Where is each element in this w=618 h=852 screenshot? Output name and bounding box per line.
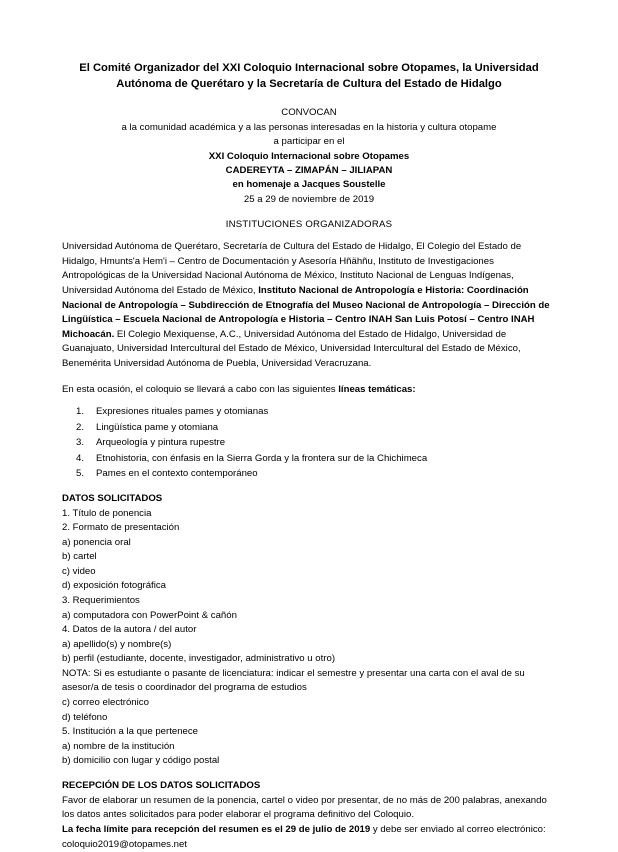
data-requested-line: a) nombre de la institución bbox=[62, 740, 175, 752]
invitation-line: a la comunidad académica y a las personas interesadas en la historia y cultura otopame bbox=[121, 121, 497, 133]
data-requested-line: b) cartel bbox=[62, 551, 97, 563]
bold-run: La fecha límite para recepción del resumen es el 29 de julio de 2019 bbox=[62, 823, 371, 835]
data-requested-line: NOTA: Si es estudiante o pasante de licenciatura: indicar el semestre y presentar una carta con el aval de su asesor/a de tesis o coordinador del programa de estudios bbox=[62, 667, 525, 694]
event-dates: 25 a 29 de noviembre de 2019 bbox=[243, 193, 375, 205]
list-item-number: 3. bbox=[76, 437, 85, 449]
text-run: y debe ser enviado al correo electrónico: coloquio2019@otopames.net bbox=[62, 823, 546, 850]
bold-run: líneas temáticas: bbox=[338, 384, 416, 396]
data-requested-line: a) ponencia oral bbox=[62, 536, 131, 548]
list-item-number: 1. bbox=[76, 405, 85, 417]
institutions-paragraph bbox=[62, 240, 556, 371]
data-requested-line: a) computadora con PowerPoint & cañón bbox=[62, 609, 237, 621]
data-requested-line: b) domicilio con lugar y código postal bbox=[62, 755, 220, 767]
bold-run: Instituto Nacional de Antropología e Historia: Coordinación Nacional de Antropología – Subdirección de Etnografía del Museo Nacional de Antropología – Dirección de Lingüística – Escuela Nacional de Antropología e Historia – Centro INAH San Luis Potosí – Centro INAH Michoacán. bbox=[62, 284, 550, 340]
list-item bbox=[62, 435, 556, 451]
data-requested-line: b) perfil (estudiante, docente, investigador, administrativo u otro) bbox=[62, 653, 336, 665]
data-requested-line: 3. Requerimientos bbox=[62, 594, 140, 606]
list-item-number: 4. bbox=[76, 452, 85, 464]
event-name: XXI Coloquio Internacional sobre Otopames bbox=[208, 150, 410, 162]
page-title: El Comité Organizador del XXI Coloquio Internacional sobre Otopames, la Universidad Autónoma de Querétaro y la Secretaría de Cultura del Estado de Hidalgo bbox=[79, 62, 539, 91]
data-requested-lines bbox=[62, 507, 556, 769]
data-requested-line: 4. Datos de la autora / del autor bbox=[62, 624, 197, 636]
reception-heading: RECEPCIÓN DE LOS DATOS SOLICITADOS bbox=[62, 779, 261, 791]
data-requested-line: a) apellido(s) y nombre(s) bbox=[62, 638, 172, 650]
themes-intro bbox=[62, 383, 556, 398]
list-item-label: Etnohistoria, con énfasis en la Sierra Gorda y la frontera sur de la Chichimeca bbox=[96, 452, 428, 464]
data-requested-line: c) correo electrónico bbox=[62, 697, 149, 709]
data-requested-line: d) teléfono bbox=[62, 711, 108, 723]
data-requested-line: 1. Título de ponencia bbox=[62, 507, 152, 519]
text-run: En esta ocasión, el coloquio se llevará a cabo con las siguientes bbox=[62, 384, 339, 396]
data-requested-line: d) exposición fotográfica bbox=[62, 580, 166, 592]
list-item-number: 5. bbox=[76, 468, 85, 480]
themes-list bbox=[62, 404, 556, 482]
reception-paragraph: Favor de elaborar un resumen de la ponencia, cartel o video por presentar, de no más de 200 palabras, anexando los datos antes solicitados para poder elaborar el programa definitivo del Coloquio. bbox=[62, 794, 547, 821]
data-requested-line: c) video bbox=[62, 565, 96, 577]
participate-line: a participar en el bbox=[273, 136, 345, 148]
event-homage: en homenaje a Jacques Soustelle bbox=[232, 179, 386, 191]
list-item bbox=[62, 404, 556, 420]
list-item-number: 2. bbox=[76, 421, 85, 433]
list-item-label: Expresiones rituales pames y otomianas bbox=[96, 405, 269, 417]
deadline-paragraph bbox=[62, 823, 556, 852]
list-item-label: Arqueología y pintura rupestre bbox=[96, 437, 226, 449]
text-run: Universidad Autónoma de Querétaro, Secretaría de Cultura del Estado de Hidalgo, El Colegio del Estado de Hidalgo, Hmunts'a Hem'i – Centro de Documentación y Asesoría Hñähñu, Instituto de Investigaciones Antropológicas de la Universidad Nacional Autónoma de México, Instituto Nacional de Lenguas Indígenas, Universidad Autónoma del Estado de México, bbox=[62, 241, 522, 296]
institutions-heading: INSTITUCIONES ORGANIZADORAS bbox=[225, 219, 393, 231]
event-places: CADEREYTA – ZIMAPÁN – JILIAPAN bbox=[225, 165, 393, 177]
list-item bbox=[62, 466, 556, 482]
convocan-line: CONVOCAN bbox=[281, 107, 337, 119]
data-requested-line: 5. Institución a la que pertenece bbox=[62, 726, 199, 738]
data-requested-heading: DATOS SOLICITADOS bbox=[62, 492, 163, 504]
list-item-label: Lingüística pame y otomiana bbox=[96, 421, 219, 433]
list-item-label: Pames en el contexto contemporáneo bbox=[96, 468, 258, 480]
list-item bbox=[62, 451, 556, 467]
text-run: El Colegio Mexiquense, A.C., Universidad Autónoma del Estado de Hidalgo, Universidad de Guanajuato, Universidad Intercultural del Estado de México, Universidad Intercultural del Estado de México, Benemérita Universidad Autónoma de Puebla, Universidad Veracruzana. bbox=[62, 328, 521, 369]
data-requested-line: 2. Formato de presentación bbox=[62, 522, 180, 534]
list-item bbox=[62, 420, 556, 436]
